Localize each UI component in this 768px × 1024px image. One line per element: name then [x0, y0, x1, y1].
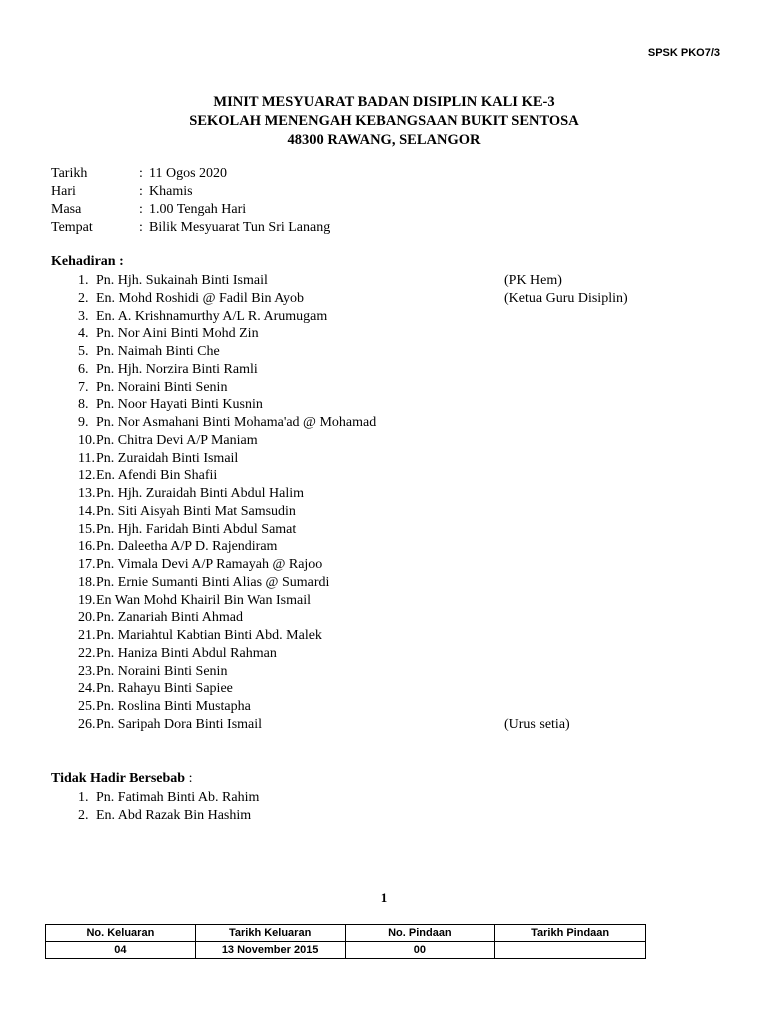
- meta-row: [51, 219, 330, 237]
- item-number: 25.: [78, 699, 96, 714]
- absent-list: [51, 789, 671, 825]
- member-role: (Urus setia): [504, 716, 570, 732]
- list-item: [51, 716, 671, 734]
- member-name: Pn. Nor Asmahani Binti Mohama'ad @ Mohamad: [96, 415, 377, 430]
- title-line: 48300 RAWANG, SELANGOR: [287, 132, 481, 148]
- list-item: [51, 432, 671, 450]
- item-number: 6.: [78, 361, 89, 377]
- item-number-wrap: [51, 290, 96, 308]
- meta-row: [51, 165, 330, 183]
- item-number: 13.: [78, 486, 96, 501]
- absent-heading-colon: :: [185, 771, 193, 786]
- item-number: 23.: [78, 663, 96, 679]
- member-name: En. Afendi Bin Shafii: [96, 468, 218, 484]
- member-name: Pn. Noor Hayati Binti Kusnin: [96, 397, 263, 413]
- member-role: [504, 414, 671, 432]
- member-role: [504, 680, 671, 698]
- member-name: Pn. Naimah Binti Che: [96, 344, 220, 359]
- member-role: [504, 325, 671, 343]
- list-item: [51, 627, 671, 645]
- list-item: [51, 414, 671, 432]
- revision-header-cell: Tarikh Pindaan: [495, 925, 646, 942]
- member-role: [504, 308, 671, 326]
- list-item: [51, 308, 671, 326]
- item-number: 24.: [78, 681, 96, 697]
- item-number: 21.: [78, 628, 96, 643]
- meta-row: [51, 183, 330, 201]
- member-name: Pn. Mariahtul Kabtian Binti Abd. Malek: [96, 628, 322, 643]
- member-name: En. Mohd Roshidi @ Fadil Bin Ayob: [96, 290, 305, 306]
- member-name: Pn. Fatimah Binti Ab. Rahim: [96, 790, 260, 805]
- list-item: [51, 663, 671, 681]
- member-role: (PK Hem): [504, 273, 562, 288]
- item-number: 16.: [78, 539, 96, 555]
- member-name: Pn. Haniza Binti Abdul Rahman: [96, 645, 277, 661]
- item-number-wrap: [51, 379, 96, 397]
- item-number: 22.: [78, 645, 96, 661]
- item-number-wrap: [51, 432, 96, 450]
- list-item: [51, 521, 671, 539]
- member-name: Pn. Hjh. Norzira Binti Ramli: [96, 361, 258, 377]
- item-number-wrap: [51, 325, 96, 343]
- meeting-details: [51, 165, 330, 237]
- member-role: [504, 645, 671, 663]
- list-item: [51, 467, 671, 485]
- absent-heading: [51, 771, 192, 787]
- attendance-heading: Kehadiran :: [51, 254, 124, 269]
- member-name: Pn. Daleetha A/P D. Rajendiram: [96, 539, 278, 555]
- meta-value: Bilik Mesyuarat Tun Sri Lanang: [149, 220, 331, 235]
- revision-value-cell: 04: [46, 942, 196, 959]
- list-item: [51, 538, 671, 556]
- list-item: [51, 485, 671, 503]
- revision-header-cell: No. Pindaan: [345, 925, 495, 942]
- item-number-wrap: [51, 467, 96, 485]
- member-name: Pn. Hjh. Faridah Binti Abdul Samat: [96, 521, 297, 537]
- item-number: 15.: [78, 521, 96, 537]
- list-item: [51, 503, 671, 521]
- item-number-wrap: [51, 807, 96, 825]
- member-name: Pn. Noraini Binti Senin: [96, 379, 228, 395]
- member-role: [504, 574, 671, 592]
- item-number: 19.: [78, 592, 96, 608]
- member-role: [504, 485, 671, 503]
- list-item: [51, 645, 671, 663]
- list-item: [51, 396, 671, 414]
- member-role: [504, 432, 671, 450]
- item-number: 10.: [78, 432, 96, 448]
- item-number-wrap: [51, 308, 96, 326]
- meta-separator: :: [139, 202, 143, 217]
- revision-table-value-row: [46, 942, 646, 959]
- meta-value: Khamis: [149, 184, 193, 199]
- item-number: 5.: [78, 344, 89, 359]
- member-role: [504, 396, 671, 414]
- meta-label: Masa: [51, 202, 82, 217]
- list-item: [51, 290, 671, 308]
- list-item: [51, 698, 671, 716]
- item-number: 14.: [78, 503, 96, 519]
- item-number-wrap: [51, 343, 96, 361]
- member-role: [504, 663, 671, 681]
- list-item: [51, 556, 671, 574]
- list-item: [51, 379, 671, 397]
- member-role: [504, 343, 671, 361]
- revision-table-header-row: [46, 925, 646, 942]
- revision-value-cell: [495, 942, 646, 959]
- member-name: Pn. Hjh. Sukainah Binti Ismail: [96, 273, 268, 288]
- list-item: [51, 592, 671, 610]
- list-item: [51, 574, 671, 592]
- meta-label: Tarikh: [51, 166, 88, 181]
- member-role: [504, 361, 671, 379]
- member-role: [504, 609, 671, 627]
- item-number-wrap: [51, 645, 96, 663]
- member-role: [504, 467, 671, 485]
- list-item: [51, 361, 671, 379]
- item-number-wrap: [51, 680, 96, 698]
- member-role: [504, 521, 671, 539]
- item-number: 12.: [78, 468, 96, 484]
- member-name: Pn. Rahayu Binti Sapiee: [96, 681, 233, 697]
- item-number-wrap: [51, 698, 96, 716]
- item-number: 7.: [78, 379, 89, 395]
- revision-header-cell: No. Keluaran: [46, 925, 196, 942]
- member-name: Pn. Roslina Binti Mustapha: [96, 699, 251, 714]
- document-title: [0, 93, 768, 150]
- item-number: 1.: [78, 790, 89, 805]
- item-number: 11.: [78, 450, 95, 466]
- item-number-wrap: [51, 609, 96, 627]
- member-name: En Wan Mohd Khairil Bin Wan Ismail: [96, 592, 311, 608]
- member-name: Pn. Nor Aini Binti Mohd Zin: [96, 326, 259, 342]
- item-number-wrap: [51, 521, 96, 539]
- member-name: Pn. Zanariah Binti Ahmad: [96, 610, 243, 626]
- member-role: [504, 698, 671, 716]
- member-name: Pn. Saripah Dora Binti Ismail: [96, 716, 263, 732]
- revision-table: [45, 924, 646, 959]
- list-item: [51, 789, 671, 807]
- list-item: [51, 325, 671, 343]
- item-number-wrap: [51, 450, 96, 468]
- member-name: En. A. Krishnamurthy A/L R. Arumugam: [96, 308, 328, 324]
- member-role: [504, 450, 671, 468]
- item-number: 4.: [78, 326, 89, 342]
- item-number-wrap: [51, 716, 96, 734]
- list-item: [51, 450, 671, 468]
- title-line: SEKOLAH MENENGAH KEBANGSAAN BUKIT SENTOSA: [189, 113, 579, 129]
- item-number-wrap: [51, 414, 96, 432]
- member-name: Pn. Hjh. Zuraidah Binti Abdul Halim: [96, 486, 305, 501]
- member-name: Pn. Zuraidah Binti Ismail: [96, 450, 239, 466]
- title-line: MINIT MESYUARAT BADAN DISIPLIN KALI KE-3: [213, 94, 555, 110]
- item-number: 8.: [78, 397, 89, 413]
- member-role: [504, 627, 671, 645]
- meta-row: [51, 201, 330, 219]
- item-number: 20.: [78, 610, 96, 626]
- attendance-list: [51, 272, 671, 734]
- item-number: 3.: [78, 308, 89, 324]
- page-number: 1: [380, 890, 388, 905]
- member-name: Pn. Vimala Devi A/P Ramayah @ Rajoo: [96, 557, 323, 572]
- item-number: 18.: [78, 574, 96, 590]
- member-role: [504, 379, 671, 397]
- item-number-wrap: [51, 574, 96, 592]
- revision-header-cell: Tarikh Keluaran: [195, 925, 345, 942]
- item-number-wrap: [51, 663, 96, 681]
- member-name: Pn. Ernie Sumanti Binti Alias @ Sumardi: [96, 574, 330, 590]
- meta-value: 11 Ogos 2020: [149, 166, 228, 181]
- item-number: 1.: [78, 273, 89, 288]
- item-number: 17.: [78, 557, 96, 572]
- member-name: Pn. Siti Aisyah Binti Mat Samsudin: [96, 503, 296, 519]
- document-reference-code: SPSK PKO7/3: [647, 47, 720, 59]
- item-number: 9.: [78, 415, 89, 430]
- item-number-wrap: [51, 538, 96, 556]
- list-item: [51, 680, 671, 698]
- item-number-wrap: [51, 272, 96, 290]
- member-role: (Ketua Guru Disiplin): [504, 290, 628, 306]
- revision-value-cell: 00: [345, 942, 495, 959]
- item-number-wrap: [51, 485, 96, 503]
- item-number-wrap: [51, 503, 96, 521]
- member-name: En. Abd Razak Bin Hashim: [96, 807, 252, 823]
- member-role: [504, 538, 671, 556]
- member-name: Pn. Noraini Binti Senin: [96, 663, 228, 679]
- item-number: 26.: [78, 716, 96, 732]
- meta-label: Hari: [51, 184, 76, 199]
- revision-value-cell: 13 November 2015: [195, 942, 345, 959]
- member-role: [504, 503, 671, 521]
- meta-value: 1.00 Tengah Hari: [149, 202, 247, 217]
- member-role: [504, 556, 671, 574]
- item-number-wrap: [51, 361, 96, 379]
- item-number: 2.: [78, 807, 89, 823]
- item-number-wrap: [51, 627, 96, 645]
- member-role: [504, 592, 671, 610]
- meta-separator: :: [139, 166, 143, 181]
- item-number-wrap: [51, 396, 96, 414]
- meta-separator: :: [139, 184, 143, 199]
- item-number-wrap: [51, 556, 96, 574]
- meta-separator: :: [139, 220, 143, 235]
- item-number-wrap: [51, 592, 96, 610]
- item-number: 2.: [78, 290, 89, 306]
- list-item: [51, 343, 671, 361]
- list-item: [51, 272, 671, 290]
- list-item: [51, 609, 671, 627]
- absent-heading-label: Tidak Hadir Bersebab: [51, 771, 186, 786]
- list-item: [51, 807, 671, 825]
- member-name: Pn. Chitra Devi A/P Maniam: [96, 432, 258, 448]
- meta-label: Tempat: [51, 220, 93, 235]
- item-number-wrap: [51, 789, 96, 807]
